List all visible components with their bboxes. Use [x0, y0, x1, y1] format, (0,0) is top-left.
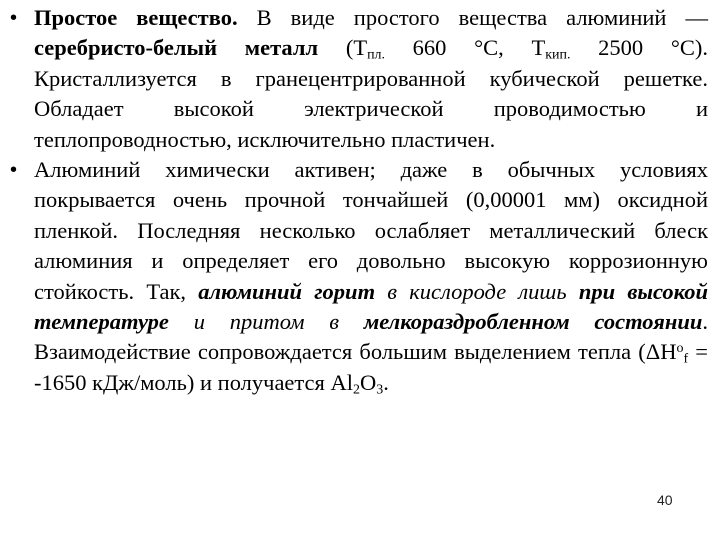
sub-melting: пл. — [367, 47, 385, 63]
bullet2-text-4: O — [359, 369, 377, 395]
bullet1-bold-metal: серебристо-белый металл — [34, 35, 319, 61]
sub-formation: f — [683, 351, 689, 367]
bullet-item-chemical-activity — [10, 155, 708, 398]
bullet2-italic-2: и притом в — [168, 309, 364, 335]
bullet2-text-3: = -1650 кДж/моль) и получается Al — [34, 339, 708, 395]
bullet2-text-5: . — [383, 369, 389, 395]
sub-3: 3 — [376, 382, 384, 398]
bullet-item-simple-substance — [10, 3, 708, 155]
bullet-icon: • — [10, 159, 18, 182]
sub-boiling: кип. — [545, 47, 571, 63]
bullet2-text-1: Алюминий химически активен; даже в обычных условиях покрывается очень прочной тончайшей (0,00001 мм) оксидной пленкой. Последняя несколько ослабляет металлический блеск алюминия и определяет его довольно высокую коррозионную стойкость. Так, — [34, 157, 708, 304]
bullet1-text-4: 2500 °С). Кристаллизуется в гранецентрированной кубической решетке. Обладает высокой электрической проводимостью и теплопроводностью, исключительно пластичен. — [34, 35, 708, 152]
bullet2-emph-high-temp: при высокой температуре — [34, 278, 708, 335]
sup-standard: о — [676, 341, 684, 357]
bullet2-italic-1: в кислороде лишь — [375, 278, 579, 304]
bullet-list — [10, 3, 708, 398]
bullet2-emph-fine-state: мелкораздробленном состоянии — [363, 309, 703, 335]
bullet2-emph-burns: алюминий горит — [198, 278, 376, 304]
bullet1-text-1: В виде простого вещества алюминий — — [237, 5, 708, 30]
bullet-heading: Простое вещество. — [34, 5, 238, 30]
sub-2: 2 — [353, 382, 360, 398]
bullet1-text-2: (Т — [318, 35, 368, 61]
bullet1-text-3: 660 °С, Т — [384, 35, 546, 61]
page-number: 40 — [657, 492, 673, 508]
bullet-icon: • — [10, 7, 18, 29]
bullet2-text-2: . Взаимодействие сопровождается большим выделением тепла (ΔН — [34, 309, 708, 365]
